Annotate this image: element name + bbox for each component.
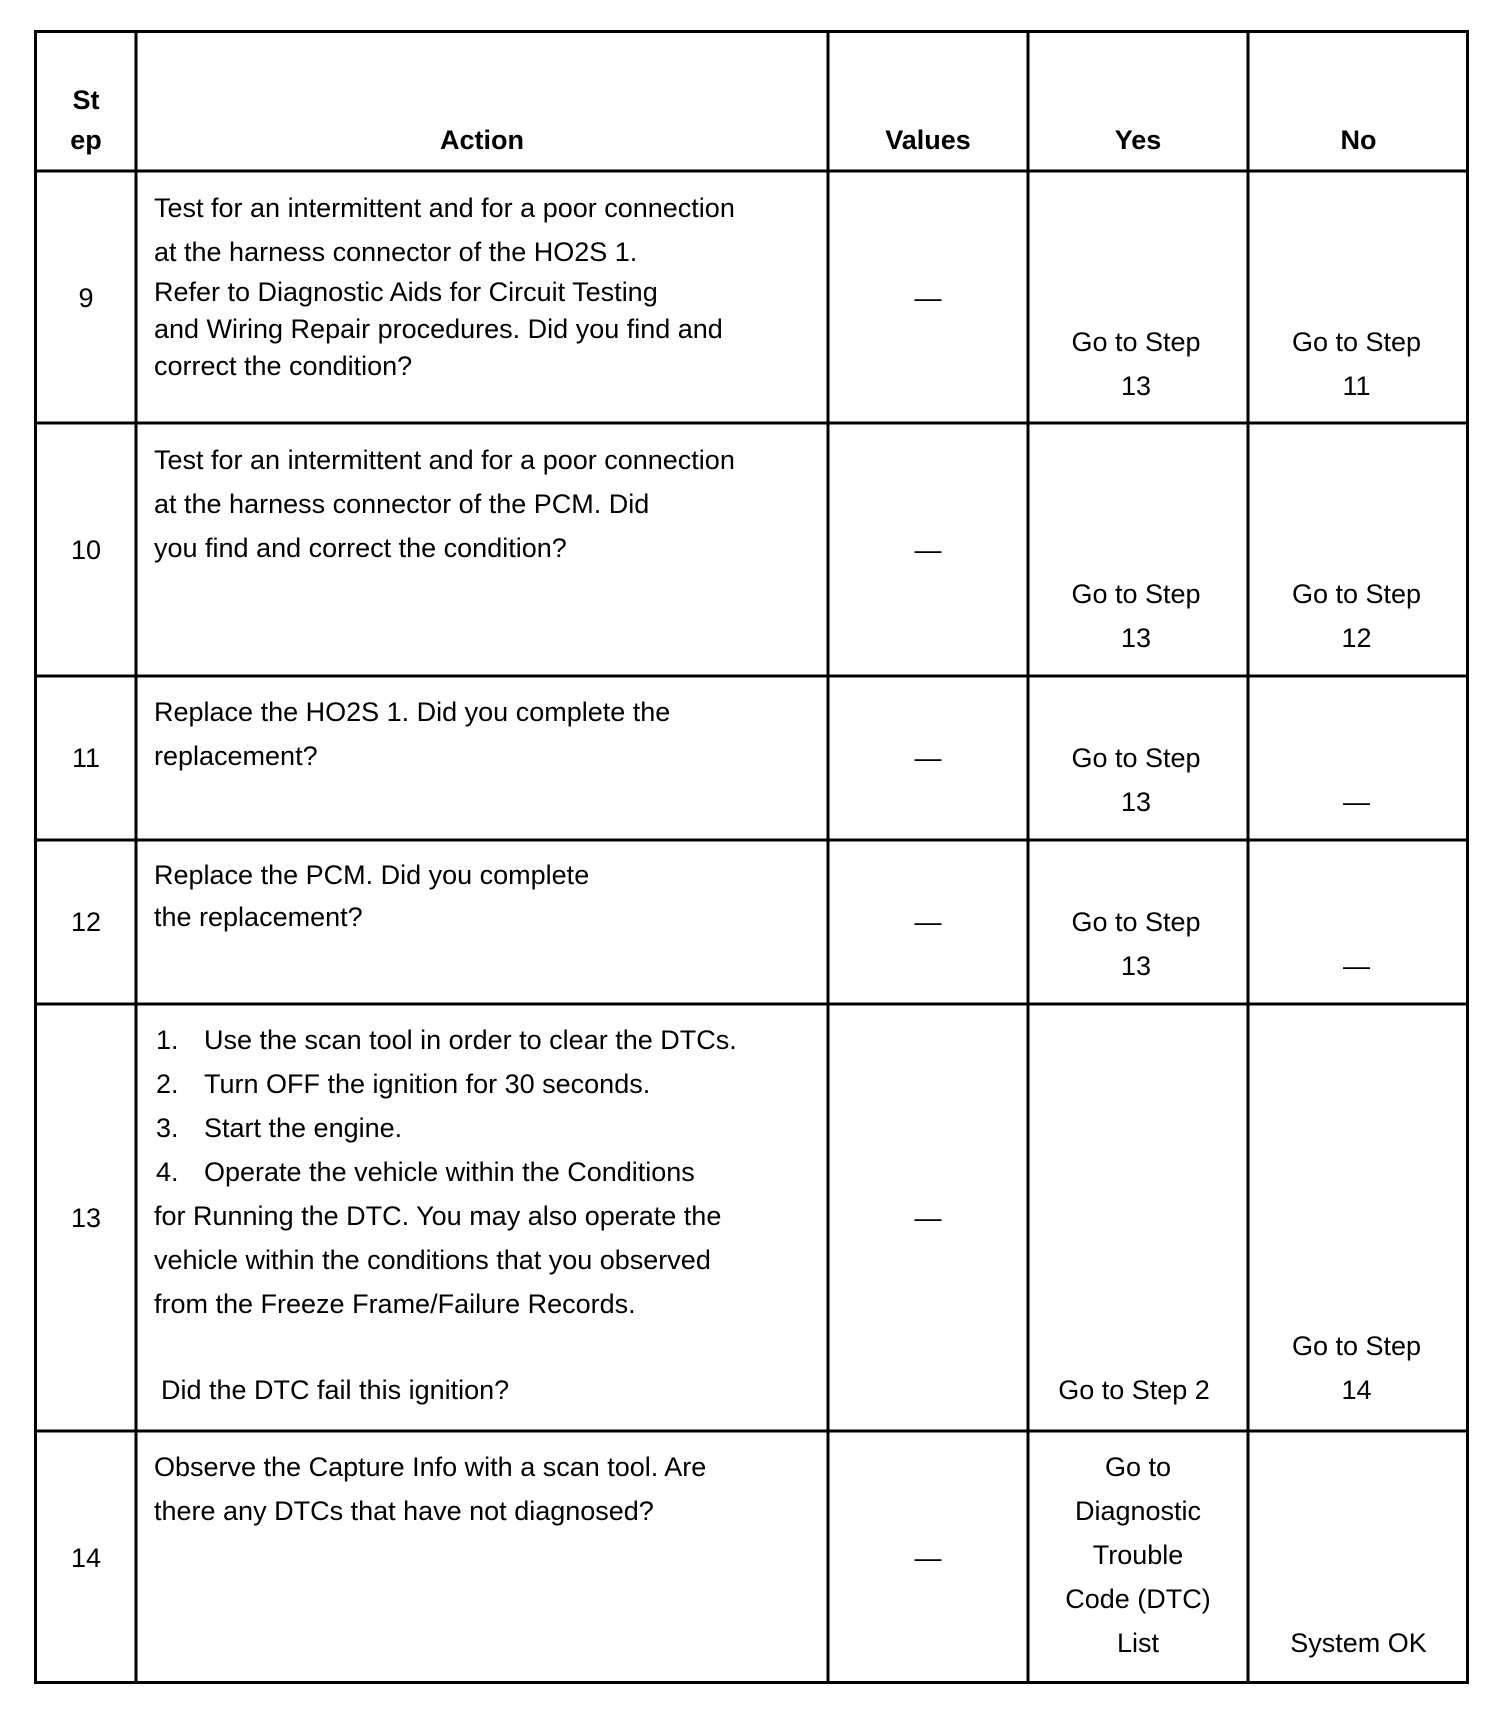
row-10-action xyxy=(154,438,824,570)
row-10-action-line: at the harness connector of the PCM. Did xyxy=(154,489,650,519)
row-14-no: System OK xyxy=(1290,1628,1427,1658)
row-14-yes-line: Go to xyxy=(1104,1452,1172,1482)
list-item-text: Operate the vehicle within the Conditions xyxy=(204,1157,695,1187)
row-14-yes-line: Diagnostic xyxy=(1074,1496,1202,1526)
row-13-yes: Go to Step 2 xyxy=(1058,1375,1210,1405)
row-13-action-steps xyxy=(154,1018,824,1194)
row-14-action-line: there any DTCs that have not diagnosed? xyxy=(154,1496,654,1526)
em-dash: — xyxy=(914,535,942,565)
em-dash: — xyxy=(1343,951,1370,981)
row-12-action-line: Replace the PCM. Did you complete xyxy=(154,860,590,890)
em-dash: — xyxy=(1343,787,1370,817)
row-10-action-line: you find and correct the condition? xyxy=(154,533,567,563)
list-item xyxy=(154,1018,824,1062)
row-13-action-question: Did the DTC fail this ignition? xyxy=(161,1375,510,1405)
row-9-action-line: correct the condition? xyxy=(154,351,413,381)
list-item xyxy=(154,1062,824,1106)
list-item xyxy=(154,1106,824,1150)
row-12-yes-line: Go to Step xyxy=(1071,907,1201,937)
row-10-no xyxy=(1250,572,1463,660)
row-13-no-line: Go to Step xyxy=(1291,1331,1422,1361)
row-11-action xyxy=(154,690,824,778)
row-10-yes xyxy=(1030,572,1242,660)
row-14-yes-line: Trouble xyxy=(1092,1540,1184,1570)
row-9-action-line: Test for an intermittent and for a poor connection xyxy=(154,193,735,223)
row-14-action xyxy=(154,1445,824,1533)
list-item-number: 4. xyxy=(156,1157,179,1187)
em-dash: — xyxy=(914,907,942,937)
row-12-action-line: the replacement? xyxy=(154,902,363,932)
row-10-no-line: Go to Step xyxy=(1291,579,1422,609)
row-11-yes-line: Go to Step xyxy=(1071,743,1201,773)
row-11-action-line: replacement? xyxy=(154,741,318,771)
row-9-action-line: and Wiring Repair procedures. Did you find and xyxy=(154,314,723,344)
row-10-no-line: 12 xyxy=(1341,623,1372,653)
row-9-yes-line: Go to Step xyxy=(1071,327,1201,357)
row-9-action xyxy=(154,186,824,385)
row-13-no xyxy=(1250,1324,1463,1412)
row-12-yes-line: 13 xyxy=(1120,951,1152,981)
list-item-number: 2. xyxy=(156,1069,179,1099)
row-14-yes-line: Code (DTC) xyxy=(1065,1584,1211,1614)
row-10-action-line: Test for an intermittent and for a poor connection xyxy=(154,445,735,475)
diagnostic-table xyxy=(34,30,1469,1684)
list-item-text: Start the engine. xyxy=(204,1113,403,1143)
row-9-yes-line: 13 xyxy=(1120,371,1152,401)
row-9-no xyxy=(1250,320,1463,408)
row-14-step: 14 xyxy=(70,1543,102,1573)
em-dash: — xyxy=(914,743,942,773)
row-10-step: 10 xyxy=(70,535,102,565)
header-values: Values xyxy=(885,125,971,155)
em-dash: — xyxy=(914,1203,942,1233)
row-10-yes-line: Go to Step xyxy=(1071,579,1201,609)
row-13-action xyxy=(154,1018,824,1412)
row-9-action-line: Refer to Diagnostic Aids for Circuit Testing xyxy=(154,277,658,307)
header-step-line-2: ep xyxy=(70,125,102,155)
header-step xyxy=(37,80,135,160)
row-13-step: 13 xyxy=(70,1203,102,1233)
header-no: No xyxy=(1340,125,1377,155)
em-dash: — xyxy=(914,1543,942,1573)
row-11-action-line: Replace the HO2S 1. Did you complete the xyxy=(154,697,671,727)
row-13-action-line: for Running the DTC. You may also operate the xyxy=(154,1201,722,1231)
row-12-yes xyxy=(1030,900,1242,988)
row-14-yes-line: List xyxy=(1116,1628,1160,1658)
list-item-number: 3. xyxy=(156,1113,179,1143)
row-9-no-line: 11 xyxy=(1342,371,1371,401)
row-9-no-line: Go to Step xyxy=(1291,327,1422,357)
row-9-step: 9 xyxy=(78,283,94,313)
row-14-action-line: Observe the Capture Info with a scan tool. Are xyxy=(154,1452,707,1482)
header-yes: Yes xyxy=(1114,125,1162,155)
row-11-yes xyxy=(1030,736,1242,824)
row-9-action-line: at the harness connector of the HO2S 1. xyxy=(154,237,638,267)
header-step-line-1: St xyxy=(72,85,100,115)
row-13-action-line: from the Freeze Frame/Failure Records. xyxy=(154,1289,636,1319)
row-13-no-line: 14 xyxy=(1341,1375,1372,1405)
row-13-action-line: vehicle within the conditions that you observed xyxy=(154,1245,711,1275)
row-12-action xyxy=(154,854,824,938)
row-11-step: 11 xyxy=(71,743,101,773)
row-10-yes-line: 13 xyxy=(1120,623,1152,653)
list-item-number: 1. xyxy=(156,1025,179,1055)
em-dash: — xyxy=(914,283,942,313)
list-item-text: Turn OFF the ignition for 30 seconds. xyxy=(204,1069,651,1099)
row-14-yes xyxy=(1030,1445,1246,1665)
header-action: Action xyxy=(440,125,524,155)
row-11-yes-line: 13 xyxy=(1120,787,1152,817)
list-item-text: Use the scan tool in order to clear the DTCs. xyxy=(204,1025,737,1055)
row-12-step: 12 xyxy=(70,907,102,937)
row-9-yes xyxy=(1030,320,1242,408)
list-item xyxy=(154,1150,824,1194)
